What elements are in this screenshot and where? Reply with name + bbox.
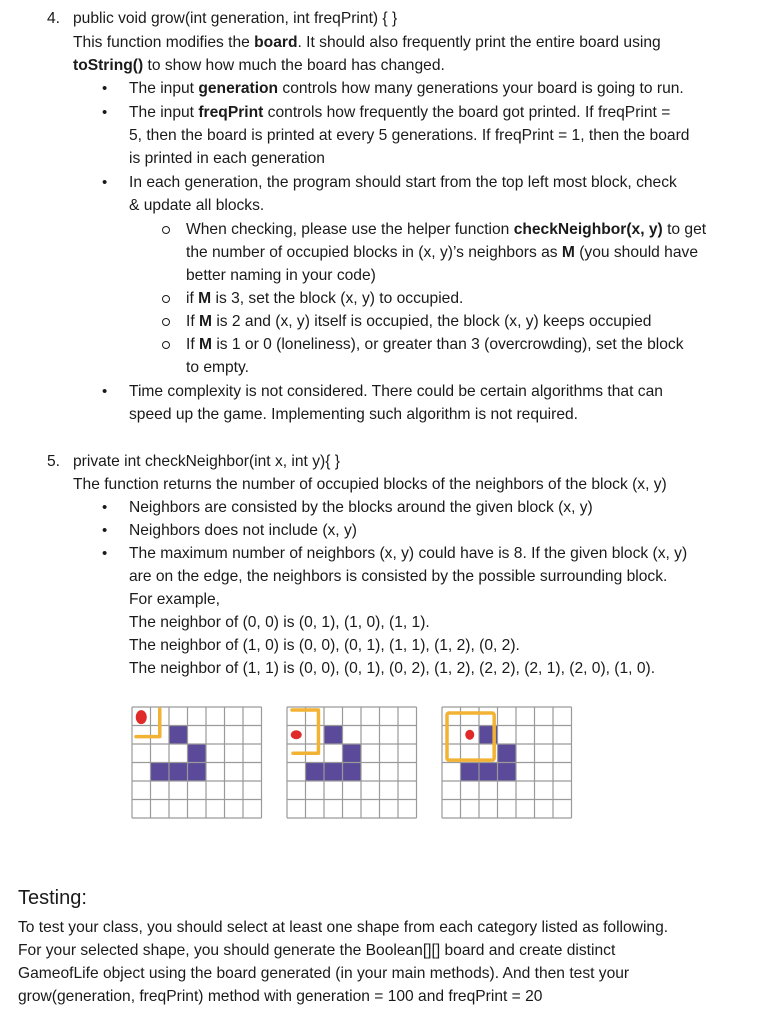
bullet-time-complexity: Time complexity is not considered. There could be certain algorithms that can [129,383,663,400]
occupied-cell [343,744,362,763]
testing-line-3: GameofLife object using the board generated (in your main methods). And then test your [18,965,630,982]
occupied-cell [188,744,207,763]
bullet-generation: The input generation controls how many generations your board is going to run. [129,80,684,97]
example-neighbor-1-1: The neighbor of (1, 1) is (0, 0), (0, 1), (0, 2), (1, 2), (2, 2), (2, 1), (2, 0), (1, 0). [129,660,656,677]
sub-bullet-icon [162,295,170,303]
sub-bullet-icon [162,341,170,349]
function-signature: private int checkNeighbor(int x, int y){ } [73,453,340,470]
occupied-cell [169,726,188,745]
occupied-cell [461,763,480,782]
testing-line-1: To test your class, you should select at least one shape from each category listed as following. [18,919,669,936]
section-4-intro-line-2: toString() to show how much the board has changed. [73,57,445,74]
sub-bullet-icon [162,226,170,234]
occupied-cell [169,763,188,782]
neighbor-grid-figures [130,705,590,835]
bullet-freqprint-line-3: is printed in each generation [129,150,325,167]
testing-heading: Testing: [18,887,87,909]
occupied-cell [343,763,362,782]
section-number: 5. [47,453,61,470]
testing-line-4: grow(generation, freqPrint) method with generation = 100 and freqPrint = 20 [18,988,543,1005]
occupied-cell [479,763,498,782]
occupied-cell [306,763,325,782]
target-block-marker [465,730,474,740]
sub-bullet-rule-empty: If M is 1 or 0 (loneliness), or greater than 3 (overcrowding), set the block [186,336,684,353]
occupied-cell [188,763,207,782]
occupied-cell [324,763,343,782]
sub-bullet-rule-3: if M is 3, set the block (x, y) to occupied. [186,290,464,307]
occupied-cell [324,726,343,745]
testing-line-2: For your selected shape, you should generate the Boolean[][] board and create distinct [18,942,616,959]
section-4-intro-line-1: This function modifies the board. It should also frequently print the entire board using [73,34,661,51]
bullet-freqprint: The input freqPrint controls how frequently the board got printed. If freqPrint = [129,104,671,121]
target-block-marker [291,730,302,739]
bullet-max-neighbors-line-2: are on the edge, the neighbors is consisted by the possible surrounding block. [129,568,668,585]
section-5-intro: The function returns the number of occupied blocks of the neighbors of the block (x, y) [73,476,667,493]
bullet-icon: • [102,499,108,516]
occupied-cell [498,763,517,782]
function-signature: public void grow(int generation, int freqPrint) { } [73,10,398,27]
occupied-cell [151,763,170,782]
sub-bullet-check-neighbor-line-3: better naming in your code) [186,267,376,284]
bullet-icon: • [102,383,108,400]
bullet-max-neighbors-line-3: For example, [129,591,220,608]
sub-bullet-rule-empty-line-2: to empty. [186,359,249,376]
bullet-icon: • [102,522,108,539]
sub-bullet-check-neighbor-line-2: the number of occupied blocks in (x, y)’s neighbors as M (you should have [186,244,698,261]
sub-bullet-rule-2: If M is 2 and (x, y) itself is occupied, the block (x, y) keeps occupied [186,313,652,330]
bullet-icon: • [102,80,108,97]
bullet-neighbors-exclude: Neighbors does not include (x, y) [129,522,357,539]
bullet-each-generation-line-2: & update all blocks. [129,197,265,214]
bullet-time-complexity-line-2: speed up the game. Implementing such algorithm is not required. [129,406,579,423]
section-4-heading [47,8,397,30]
bullet-max-neighbors: The maximum number of neighbors (x, y) could have is 8. If the given block (x, y) [129,545,688,562]
target-block-marker [136,710,147,724]
sub-bullet-check-neighbor: When checking, please use the helper function checkNeighbor(x, y) to get [186,221,707,238]
bullet-icon: • [102,174,108,191]
bullet-icon: • [102,545,108,562]
example-neighbor-0-0: The neighbor of (0, 0) is (0, 1), (1, 0), (1, 1). [129,614,430,631]
sub-bullet-icon [162,318,170,326]
section-number: 4. [47,10,61,27]
bullet-neighbors-definition: Neighbors are consisted by the blocks around the given block (x, y) [129,499,593,516]
bullet-icon: • [102,104,108,121]
example-neighbor-1-0: The neighbor of (1, 0) is (0, 0), (0, 1), (1, 1), (1, 2), (0, 2). [129,637,520,654]
bullet-each-generation: In each generation, the program should start from the top left most block, check [129,174,677,191]
occupied-cell [498,744,517,763]
section-5-heading [47,451,340,473]
bullet-freqprint-line-2: 5, then the board is printed at every 5 generations. If freqPrint = 1, then the board [129,127,690,144]
